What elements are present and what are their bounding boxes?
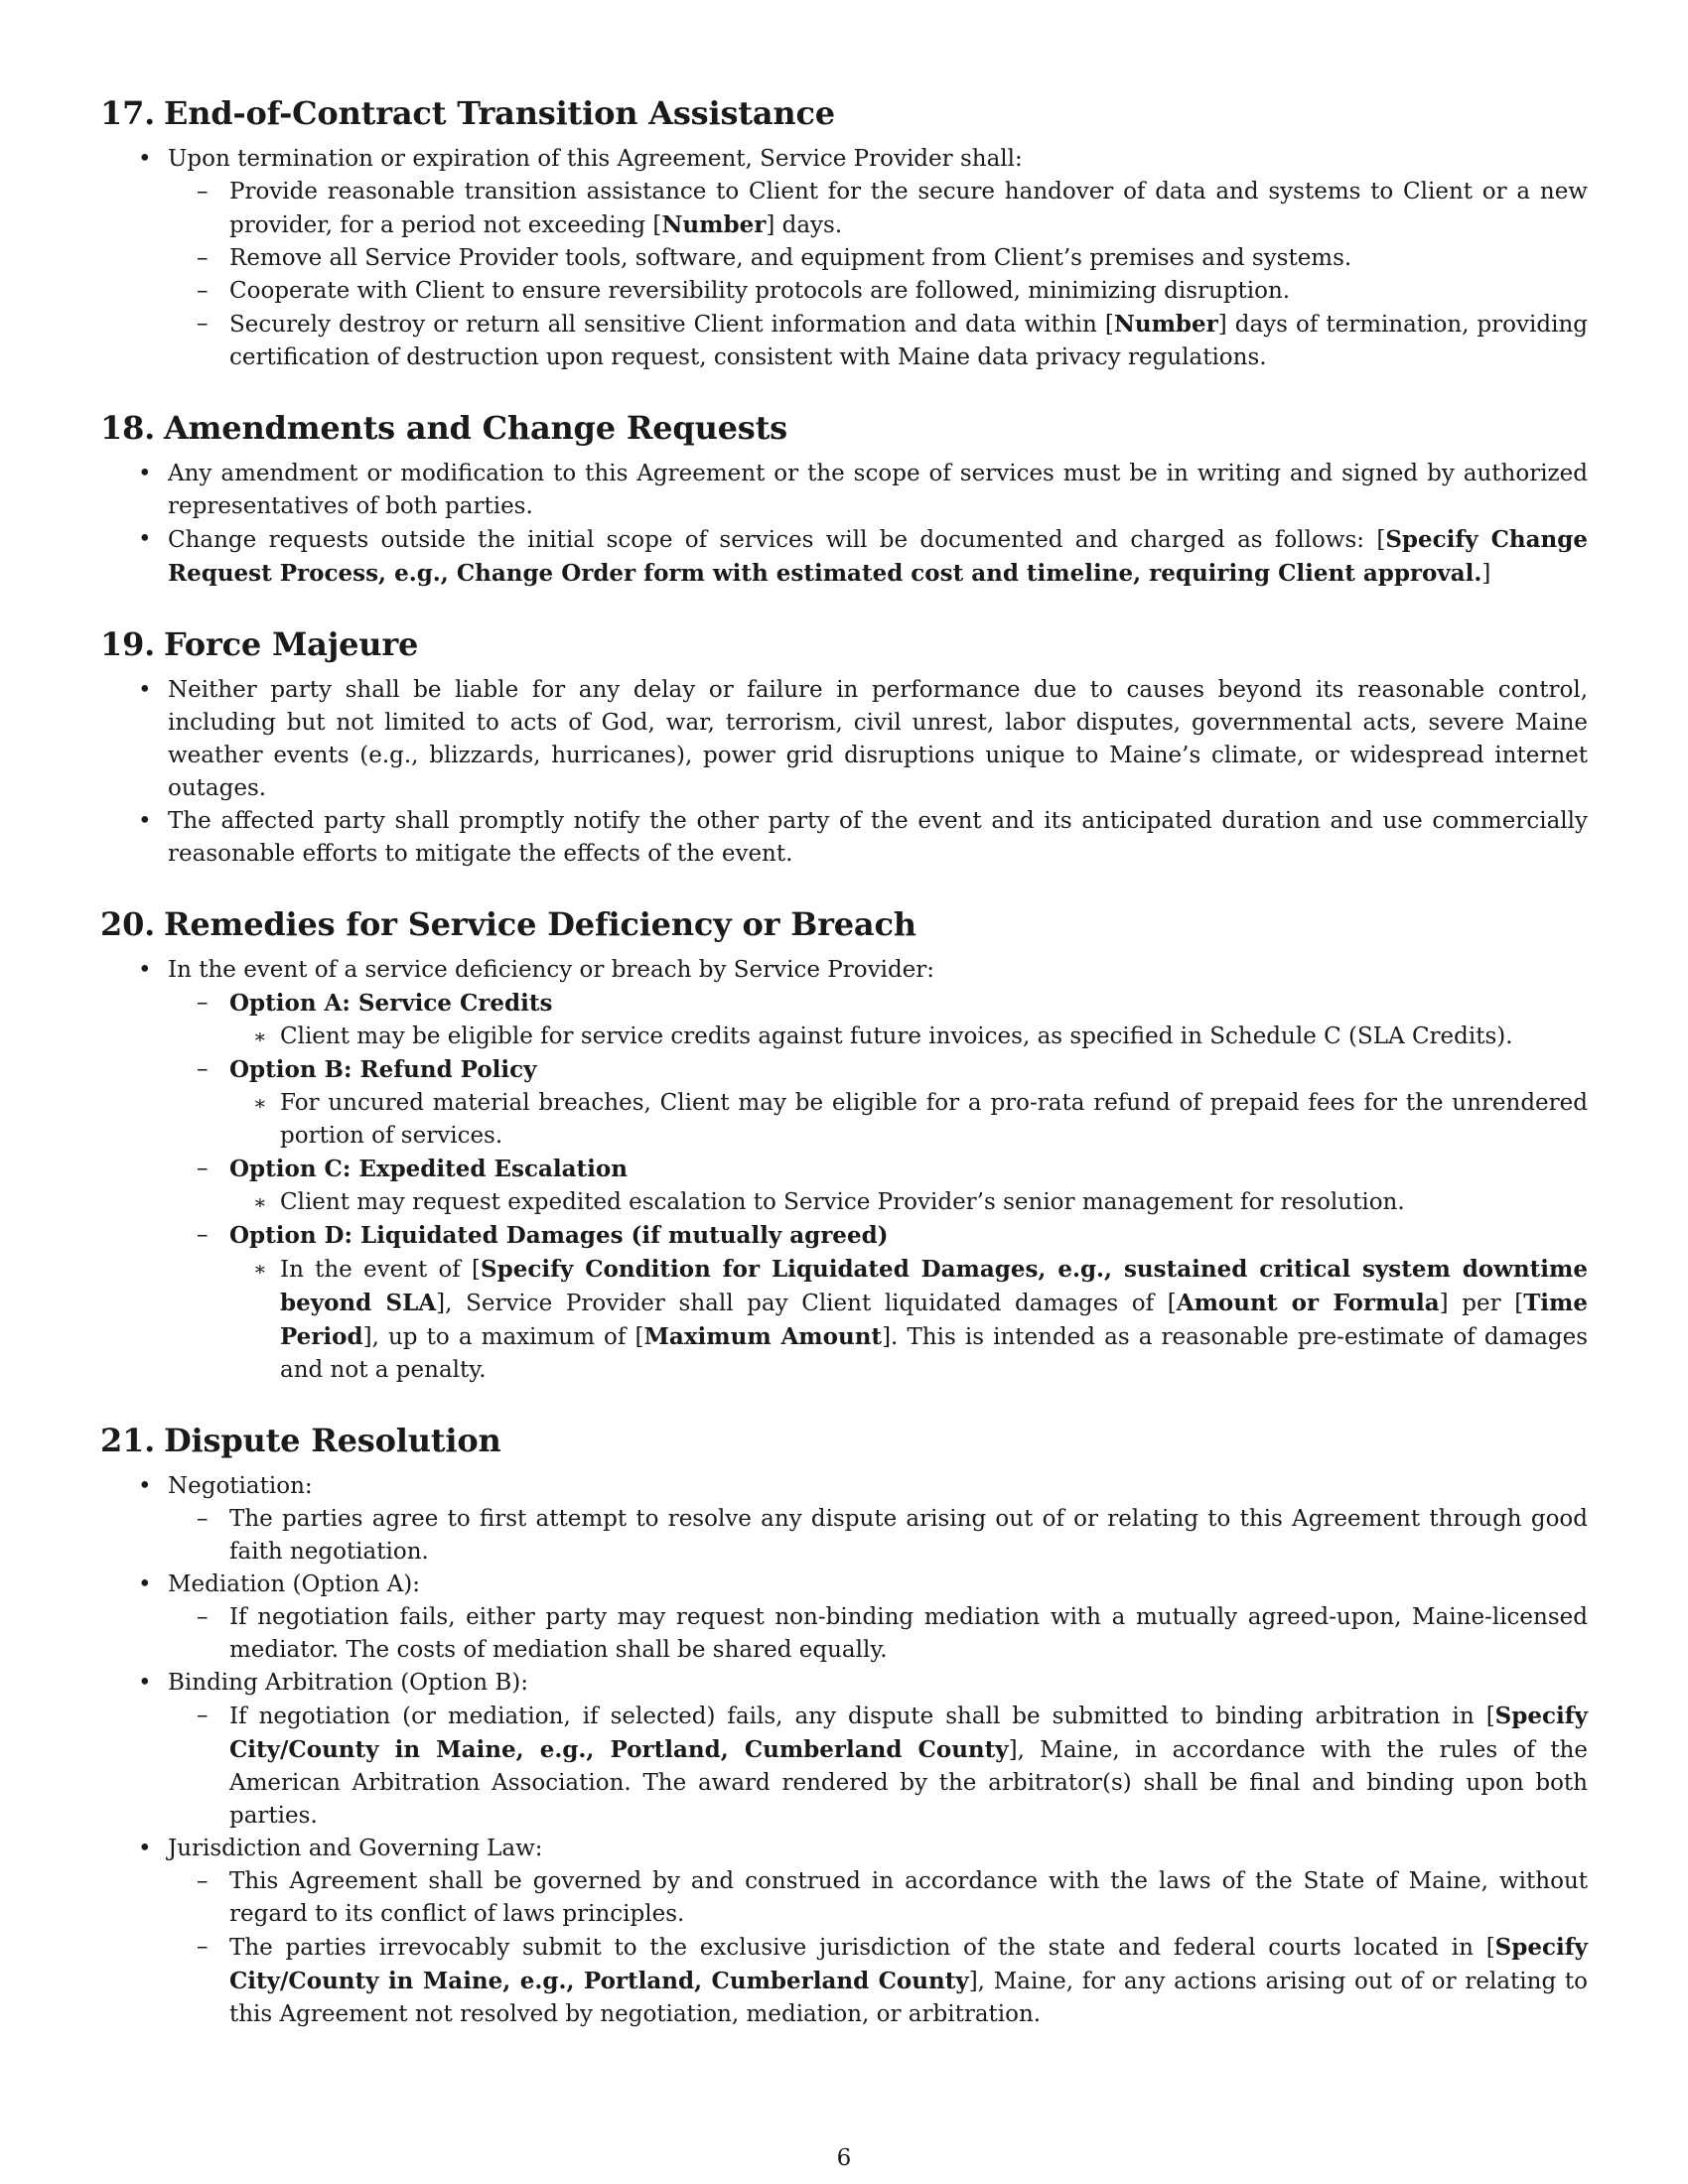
item-text: This Agreement shall be governed by and construed in accordance with the laws of the State of Maine, without regard to its conflict of laws principles.: [229, 1868, 1588, 1927]
item-text: Change requests outside the initial scope of services will be documented and charged as follows: [: [168, 527, 1386, 553]
list-item: [100, 1833, 1588, 2031]
list-item: [100, 805, 1588, 871]
section-title: Dispute Resolution: [164, 1422, 501, 1459]
item-text: The parties agree to first attempt to resolve any dispute arising out of or relating to this Agreement through good faith negotiation.: [229, 1506, 1588, 1565]
section-18: [100, 406, 1588, 591]
item-text: Upon termination or expiration of this Agreement, Service Provider shall:: [168, 146, 1023, 172]
page-content: [100, 91, 1588, 2063]
list-item: [100, 523, 1588, 591]
sub-list-item: [168, 176, 1588, 242]
item-text: ] per [: [1439, 1291, 1524, 1316]
section-number: 21.: [100, 1422, 156, 1459]
section-number: 19.: [100, 625, 156, 663]
option-b: [168, 1053, 1588, 1153]
list-item: [100, 1470, 1588, 1569]
section-number: 18.: [100, 409, 156, 447]
item-text: ]. This is intended as a reasonable pre-estimate of damages and not a penalty.: [280, 1324, 1588, 1383]
section-heading: [100, 91, 1588, 135]
item-text: If negotiation (or mediation, if selected) fails, any dispute shall be submitted to binding arbitration in [: [229, 1704, 1495, 1729]
item-text: ], up to a maximum of [: [362, 1324, 644, 1350]
item-label: Jurisdiction and Governing Law:: [168, 1836, 543, 1861]
item-text: The affected party shall promptly notify the other party of the event and its anticipated duration and use commercially reasonable efforts to mitigate the effects of the event.: [168, 808, 1588, 867]
item-text: In the event of [: [280, 1257, 481, 1283]
section-19: [100, 622, 1588, 871]
placeholder-text: Maximum Amount: [643, 1323, 883, 1350]
item-text: ]: [1481, 561, 1491, 587]
item-text: ] days.: [766, 212, 843, 238]
placeholder-text: Specify Condition for Liquidated Damages, e.g., sustained critical system downtime beyond SLA: [280, 1256, 1588, 1316]
option-label: Option D: Liquidated Damages (if mutually agreed): [229, 1222, 889, 1249]
section-title: Amendments and Change Requests: [164, 409, 788, 447]
option-label: Option A: Service Credits: [229, 990, 553, 1017]
section-title: End-of-Contract Transition Assistance: [164, 94, 835, 132]
sub-list-item: [168, 1865, 1588, 1931]
page-number: 6: [836, 2145, 852, 2171]
item-text: If negotiation fails, either party may request non-binding mediation with a mutually agreed-upon, Maine-licensed mediator. The costs of mediation shall be shared equally.: [229, 1604, 1588, 1663]
option-detail: [229, 1087, 1588, 1153]
item-text: Securely destroy or return all sensitive Client information and data within [: [229, 312, 1114, 338]
section-20: [100, 902, 1588, 1387]
item-text: ], Maine, in accordance with the rules of the American Arbitration Association. The award rendered by the arbitrator(s) shall be final and binding upon both parties.: [229, 1737, 1588, 1829]
option-detail: [229, 1186, 1588, 1219]
placeholder-text: Time Period: [280, 1290, 1589, 1350]
item-text: ], Service Provider shall pay Client liquidated damages of [: [436, 1291, 1177, 1316]
item-text: In the event of a service deficiency or breach by Service Provider:: [168, 957, 935, 983]
section-title: Force Majeure: [164, 625, 419, 663]
list-item: [100, 674, 1588, 805]
placeholder-text: Specify Change Request Process, e.g., Change Order form with estimated cost and timeline, requiring Client approval.: [168, 526, 1588, 587]
section-heading: [100, 1419, 1588, 1462]
item-text: For uncured material breaches, Client may be eligible for a pro-rata refund of prepaid fees for the unrendered portion of services.: [280, 1090, 1588, 1149]
placeholder-text: Specify City/County in Maine, e.g., Portland, Cumberland County: [229, 1934, 1588, 1994]
list-item: [100, 1667, 1588, 1833]
option-a: [168, 987, 1588, 1053]
item-text: ], Maine, for any actions arising out of or relating to this Agreement not resolved by negotiation, mediation, or arbitration.: [229, 1969, 1588, 2027]
item-text: Neither party shall be liable for any delay or failure in performance due to causes beyond its reasonable control, including but not limited to acts of God, war, terrorism, civil unrest, labor disputes, governmental acts, severe Maine weather events (e.g., blizzards, hurricanes), power grid disruptions unique to Maine’s climate, or widespread internet outages.: [168, 677, 1588, 801]
section-number: 17.: [100, 94, 156, 132]
placeholder-text: Number: [661, 211, 767, 238]
section-21: [100, 1419, 1588, 2031]
sub-list-item: [168, 1931, 1588, 2031]
option-label: Option C: Expedited Escalation: [229, 1156, 628, 1182]
item-label: Negotiation:: [168, 1473, 313, 1499]
section-heading: [100, 622, 1588, 666]
list-item: [100, 1569, 1588, 1667]
item-text: Any amendment or modification to this Agreement or the scope of services must be in writing and signed by authorized representatives of both parties.: [168, 461, 1588, 519]
option-c: [168, 1153, 1588, 1219]
item-text: Client may be eligible for service credits against future invoices, as specified in Schedule C (SLA Credits).: [280, 1024, 1513, 1049]
option-d: [168, 1219, 1588, 1387]
list-item: [100, 143, 1588, 374]
sub-list-item: [168, 1503, 1588, 1569]
placeholder-text: Specify City/County in Maine, e.g., Portland, Cumberland County: [229, 1703, 1588, 1763]
item-text: Cooperate with Client to ensure reversibility protocols are followed, minimizing disruption.: [229, 278, 1291, 304]
section-heading: [100, 902, 1588, 946]
list-item: [100, 458, 1588, 523]
section-number: 20.: [100, 905, 156, 943]
item-text: The parties irrevocably submit to the exclusive jurisdiction of the state and federal courts located in [: [229, 1935, 1495, 1961]
option-label: Option B: Refund Policy: [229, 1056, 537, 1083]
item-text: ] days of termination, providing certification of destruction upon request, consistent with Maine data privacy regulations.: [229, 312, 1588, 370]
sub-list-item: [168, 275, 1588, 308]
sub-list-item: [168, 1700, 1588, 1833]
option-detail: [229, 1021, 1588, 1053]
sub-list-item: [168, 308, 1588, 374]
item-label: Mediation (Option A):: [168, 1571, 420, 1597]
section-heading: [100, 406, 1588, 450]
item-label: Binding Arbitration (Option B):: [168, 1670, 528, 1696]
item-text: Remove all Service Provider tools, software, and equipment from Client’s premises and systems.: [229, 245, 1352, 271]
list-item: [100, 954, 1588, 1387]
item-text: Client may request expedited escalation to Service Provider’s senior management for resolution.: [280, 1189, 1405, 1215]
sub-list-item: [168, 242, 1588, 275]
section-17: [100, 91, 1588, 374]
option-detail: [229, 1253, 1588, 1387]
placeholder-text: Amount or Formula: [1176, 1290, 1440, 1316]
placeholder-text: Number: [1113, 311, 1218, 338]
item-text: Provide reasonable transition assistance to Client for the secure handover of data and systems to Client or a new provider, for a period not exceeding [: [229, 179, 1588, 238]
section-title: Remedies for Service Deficiency or Breach: [164, 905, 916, 943]
sub-list-item: [168, 1601, 1588, 1667]
